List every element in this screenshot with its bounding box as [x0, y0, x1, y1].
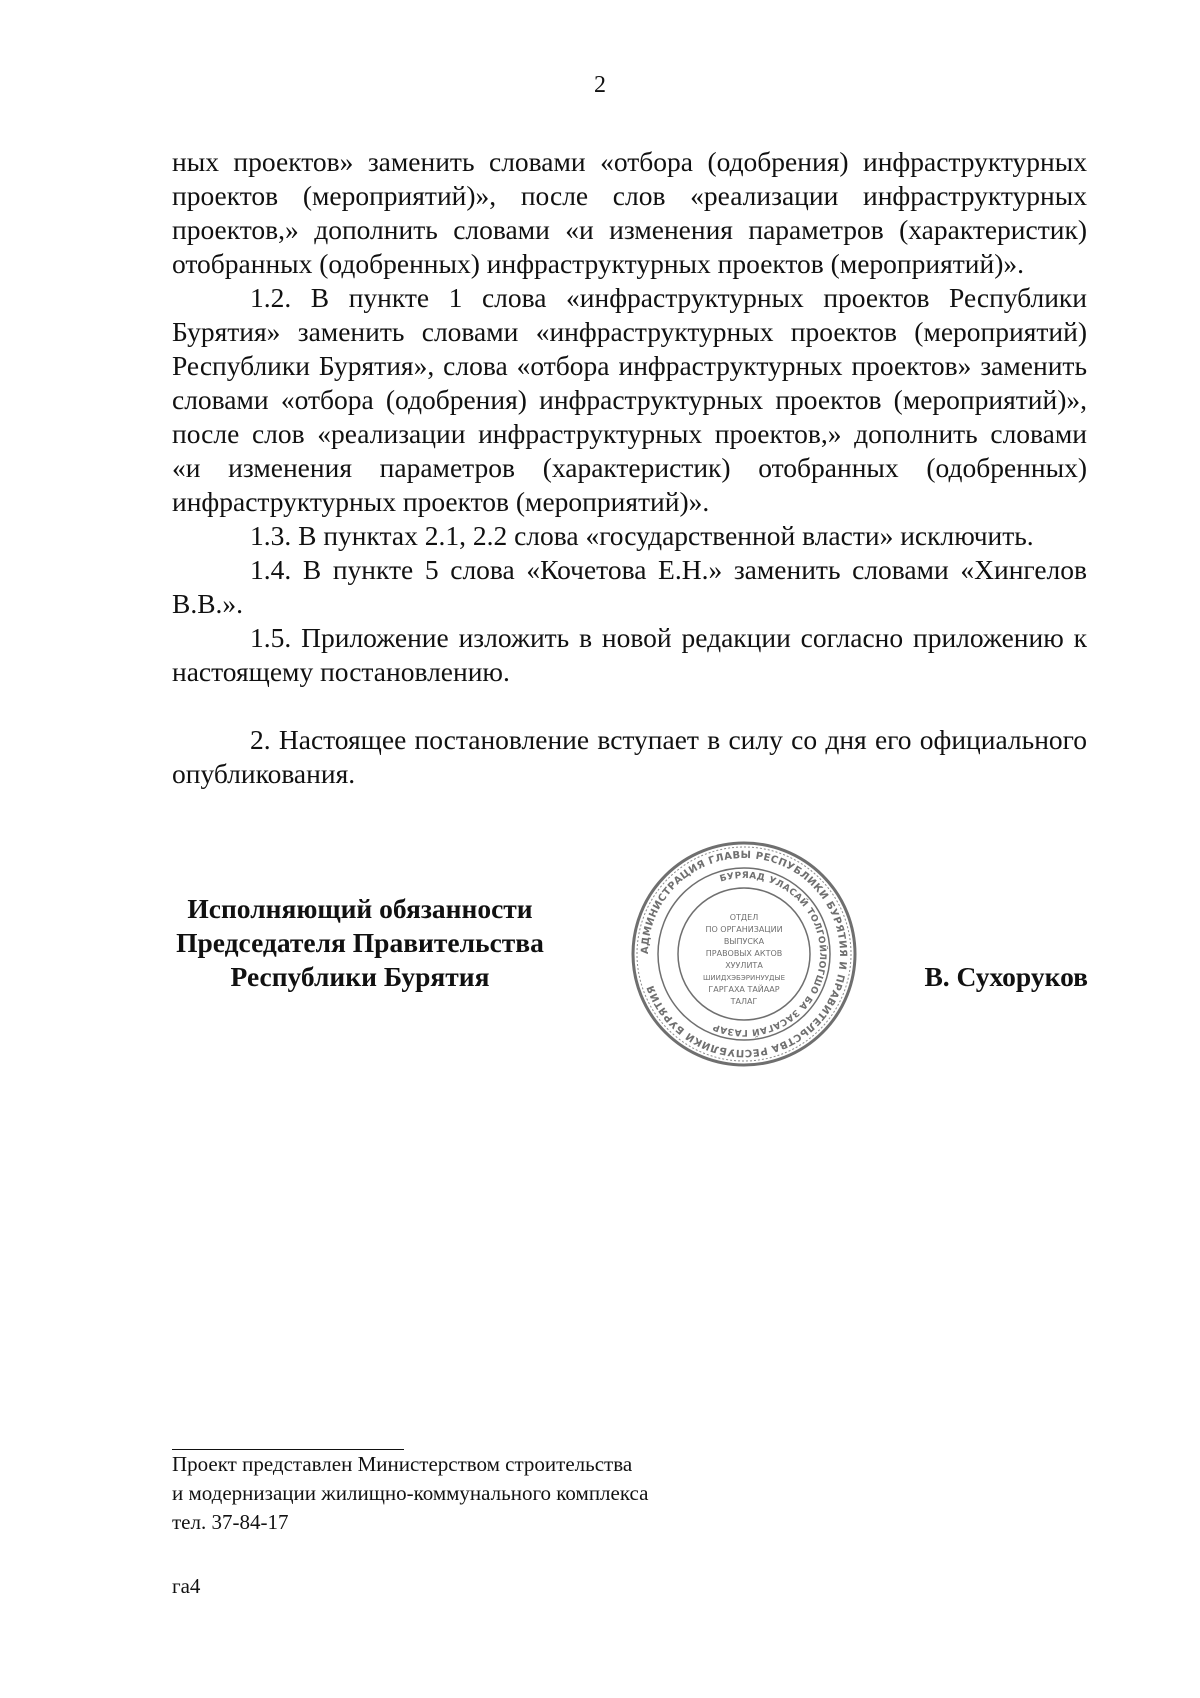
- seal-center-line: ВЫПУСКА: [723, 937, 765, 946]
- seal-inner-text: БУРЯАД УЛАСАЙ ТОЛГОЙЛОГШО БА ЗАСАГАЙ ГАЗАР: [711, 870, 828, 1038]
- signatory-title-line: Республики Бурятия: [230, 961, 490, 992]
- document-body: [172, 145, 1087, 791]
- footer-note: [172, 1450, 648, 1537]
- paragraph-1-3: 1.3. В пунктах 2.1, 2.2 слова «государственной власти» исключить.: [250, 520, 1034, 551]
- seal-center-line: ПРАВОВЫХ АКТОВ: [705, 949, 783, 958]
- paragraph-1-4: 1.4. В пункте 5 слова «Кочетова Е.Н.» заменить словами «Хингелов В.В.».: [172, 554, 1087, 619]
- footer-code: га4: [172, 1574, 201, 1598]
- footer-line: Проект представлен Министерством строительства: [172, 1452, 633, 1476]
- seal-center-text: [703, 913, 785, 1006]
- paragraph-continuation: ных проектов» заменить словами «отбора (одобрения) инфраструктурных проектов (мероприятий)», после слов «реализации инфраструктурных проектов,» дополнить словами «и изменения параметров (характеристик) отобранных (одобренных) инфраструктурных проектов (мероприятий)».: [172, 146, 1087, 279]
- seal-center-line: ШИИДХЭБЭРИНУУДЫЕ: [702, 974, 786, 982]
- footer-line: и модернизации жилищно-коммунального комплекса: [172, 1481, 649, 1505]
- signatory-title-line: Исполняющий обязанности: [187, 893, 533, 924]
- paragraph-1-2: 1.2. В пункте 1 слова «инфраструктурных проектов Республики Бурятия» заменить словами «инфраструктурных проектов (мероприятий) Республики Бурятия», слова «отбора инфраструктурных проектов» заменить словами «отбора (одобрения) инфраструктурных проектов (мероприятий)», после слов «реализации инфраструктурных проектов,» дополнить словами «и изменения параметров (характеристик) отобранных (одобренных) инфраструктурных проектов (мероприятий)».: [172, 282, 1087, 517]
- seal-center-line: ПО ОРГАНИЗАЦИИ: [705, 925, 783, 934]
- official-seal: [630, 840, 858, 1068]
- signatory-title-line: Председателя Правительства: [176, 927, 544, 958]
- paragraph-1-5: 1.5. Приложение изложить в новой редакции согласно приложению к настоящему постановлению.: [172, 622, 1087, 687]
- seal-center-line: ТАЛАГ: [730, 997, 758, 1006]
- seal-outer-text: АДМИНИСТРАЦИЯ ГЛАВЫ РЕСПУБЛИКИ БУРЯТИЯ И ПРАВИТЕЛЬСТВА РЕСПУБЛИКИ БУРЯТИЯ: [639, 849, 849, 1059]
- signatory-title: [150, 892, 570, 994]
- seal-center-line: ГАРГАХА ТАЙААР: [708, 985, 780, 994]
- page-number: 2: [594, 72, 606, 98]
- footer-phone: тел. 37-84-17: [172, 1510, 289, 1534]
- paragraph-2: 2. Настоящее постановление вступает в силу со дня его официального опубликования.: [172, 724, 1087, 789]
- seal-center-line: ХУУЛИТА: [725, 961, 763, 970]
- seal-center-line: ОТДЕЛ: [729, 913, 759, 922]
- signatory-name: В. Сухоруков: [924, 961, 1088, 992]
